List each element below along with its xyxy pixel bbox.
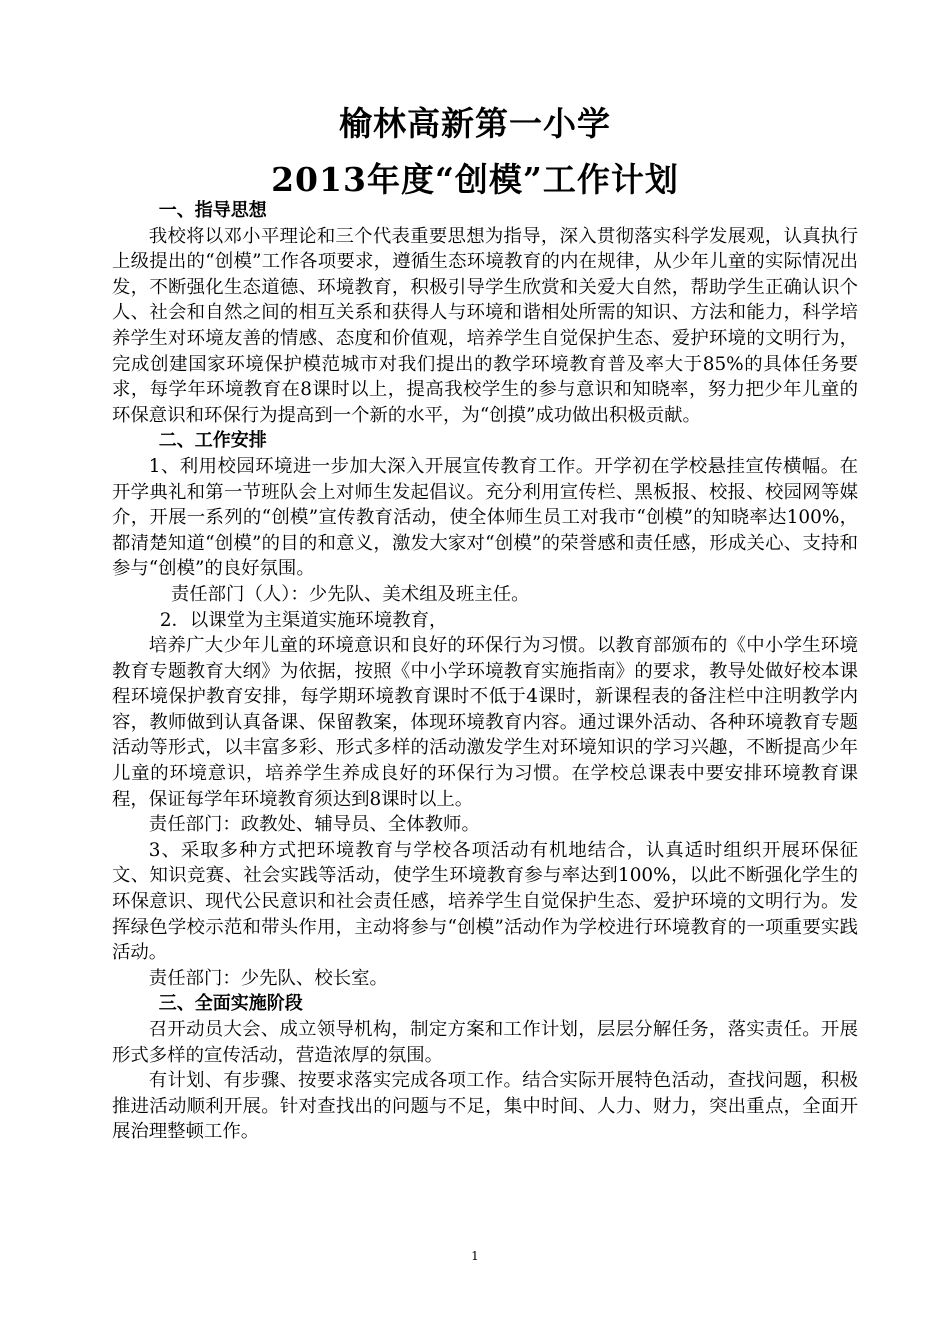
document-title-plan: 2013年度“创模”工作计划 [271, 160, 679, 199]
paragraph-implementation-1: 召开动员大会、成立领导机构，制定方案和工作计划，层层分解任务，落实责任。开展形式多样的宣传活动，营造浓厚的氛围。 [112, 1019, 858, 1066]
section-heading-work-arrangement: 二、工作安排 [158, 430, 267, 452]
paragraph-implementation-2: 有计划、有步骤、按要求落实完成各项工作。结合实际开展特色活动，查找问题，积极推进活动顺利开展。针对查找出的问题与不足，集中时间、人力、财力，突出重点，全面开展治理整顿工作。 [112, 1070, 858, 1143]
paragraph-responsibility-1: 责任部门（人）：少先队、美术组及班主任。 [170, 583, 530, 605]
paragraph-responsibility-3: 责任部门：少先队、校长室。 [148, 967, 388, 989]
paragraph-item-2-classroom: 培养广大少年儿童的环境意识和良好的环保行为习惯。以教育部颁布的《中小学生环境教育专题教育大纲》为依据，按照《中小学环境教育实施指南》的要求，教导处做好校本课程环境保护教育安排，每学期环境教育课时不低于4课时，新课程表的备注栏中注明教学内容，教师做到认真备课、保留教案，体现环境教育内容。通过课外活动、各种环境教育专题活动等形式，以丰富多彩、形式多样的活动激发学生对环境知识的学习兴趣，不断提高少年儿童的环境意识，培养学生养成良好的环保行为习惯。在学校总课表中要安排环境教育课程，保证每学年环境教育须达到8课时以上。 [112, 635, 858, 810]
title-block [0, 96, 950, 208]
document-title-school: 榆林高新第一小学 [339, 104, 611, 143]
document-body [112, 198, 858, 1145]
paragraph-item-2-heading: 2．以课堂为主渠道实施环境教育， [159, 609, 448, 631]
paragraph-responsibility-2: 责任部门：政教处、辅导员、全体教师。 [148, 814, 480, 836]
paragraph-guiding-ideology: 我校将以邓小平理论和三个代表重要思想为指导，深入贯彻落实科学发展观，认真执行上级提出的“创模”工作各项要求，遵循生态环境教育的内在规律，从少年儿童的实际情况出发，不断强化生态道德、环境教育，积极引导学生欣赏和关爱大自然，帮助学生正确认识个人、社会和自然之间的相互关系和获得人与环境和谐相处所需的知识、方法和能力，科学培养学生对环境友善的情感、态度和价值观，培养学生自觉保护生态、爱护环境的文明行为，完成创建国家环境保护模范城市对我们提出的教学环境教育普及率大于85%的具体任务要求，每学年环境教育在8课时以上，提高我校学生的参与意识和知晓率，努力把少年儿童的环保意识和环保行为提高到一个新的水平，为“创摸”成功做出积极贡献。 [112, 225, 858, 426]
paragraph-item-1-publicity: 1、利用校园环境进一步加大深入开展宣传教育工作。开学初在学校悬挂宣传横幅。在开学典礼和第一节班队会上对师生发起倡议。充分利用宣传栏、黑板报、校报、校园网等媒介，开展一系列的“创模”宣传教育活动，使全体师生员工对我市“创模”的知晓率达100%，都清楚知道“创模”的目的和意义，激发大家对“创模”的荣誉感和责任感，形成关心、支持和参与“创模”的良好氛围。 [112, 455, 858, 580]
page-number: 1 [471, 1249, 479, 1263]
section-heading-guiding-ideology: 一、指导思想 [158, 200, 267, 221]
paragraph-item-3-activities: 3、采取多种方式把环境教育与学校各项活动有机地结合，认真适时组织开展环保征文、知识竞赛、社会实践等活动，使学生环境教育参与率达到100%，以此不断强化学生的环保意识、现代公民意识和社会责任感，培养学生自觉保护生态、爱护环境的文明行为。发挥绿色学校示范和带头作用，主动将参与“创模”活动作为学校进行环境教育的一项重要实践活动。 [112, 839, 858, 964]
section-heading-implementation: 三、全面实施阶段 [158, 993, 303, 1015]
